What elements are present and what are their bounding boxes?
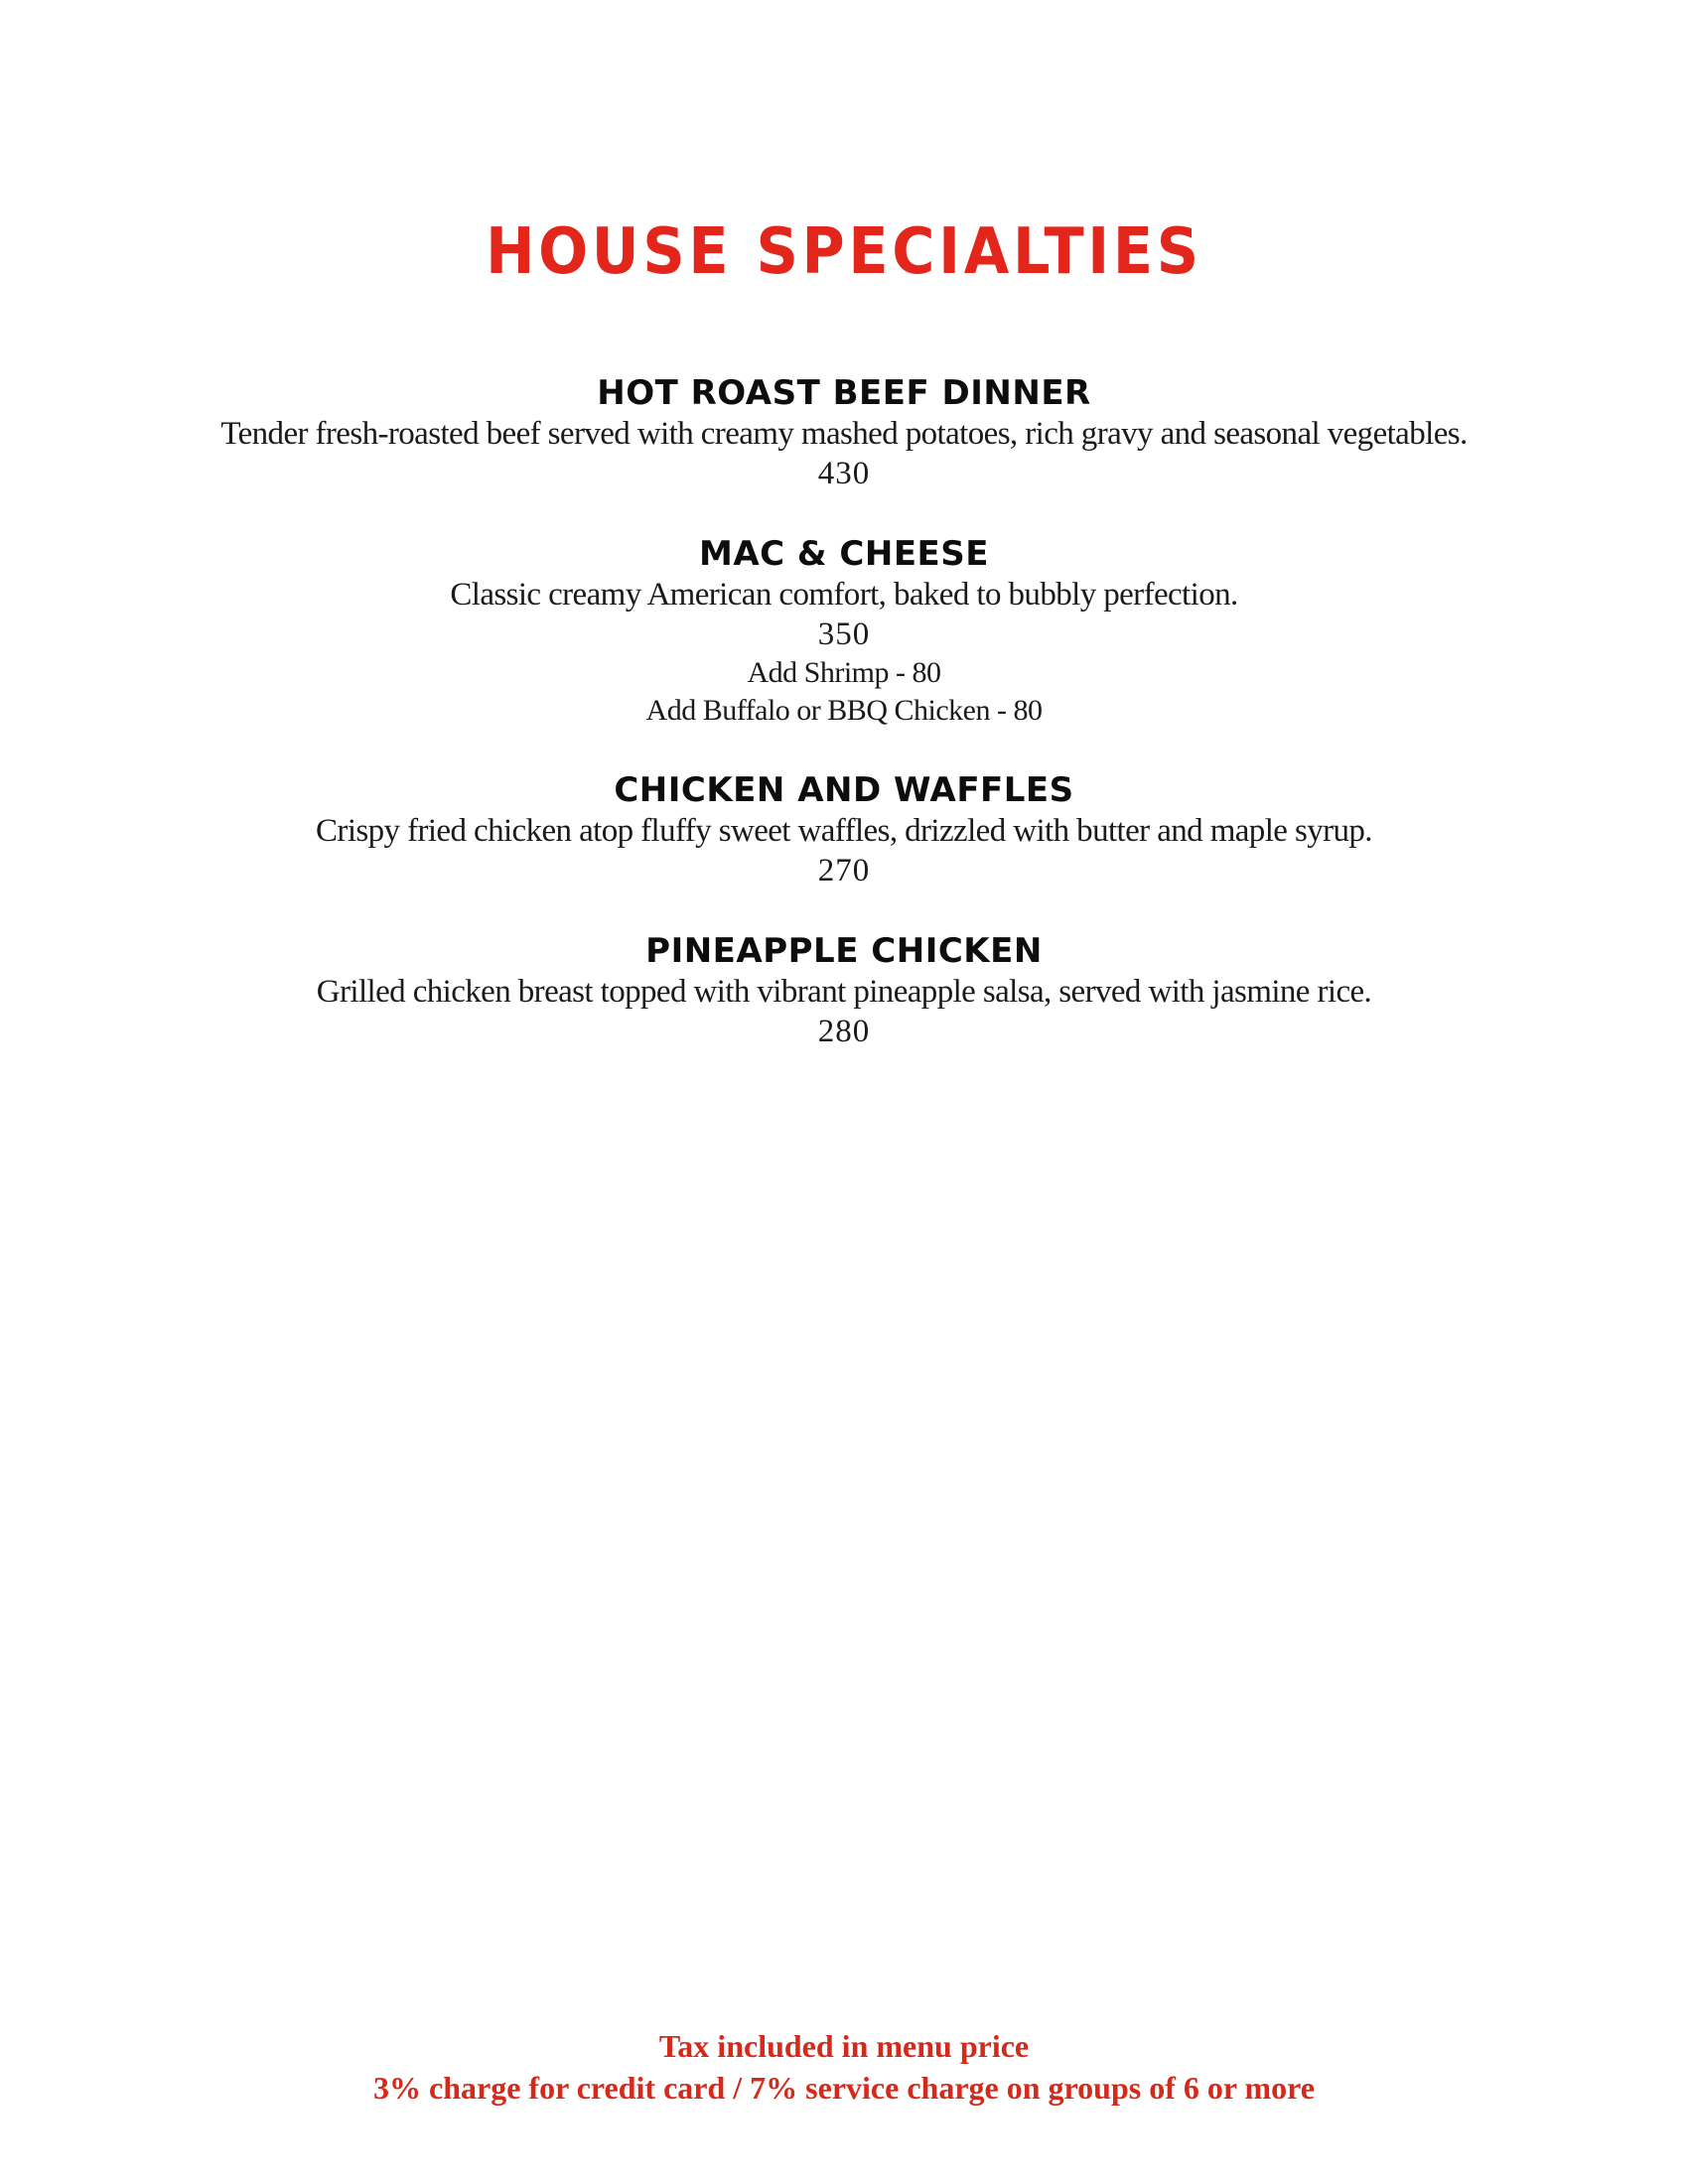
item-name: HOT ROAST BEEF DINNER (597, 373, 1091, 413)
tax-note: Tax included in menu price (658, 2028, 1030, 2064)
menu-title: HOUSE SPECIALTIES (486, 215, 1202, 289)
menu-footer (0, 2025, 1688, 2109)
menu-item-chicken-waffles (0, 769, 1688, 890)
item-name: MAC & CHEESE (699, 534, 989, 574)
menu-item-pineapple-chicken (0, 930, 1688, 1051)
item-price: 270 (817, 853, 871, 888)
service-charge-note: 3% charge for credit card / 7% service charge on groups of 6 or more (373, 2070, 1315, 2106)
menu-items (0, 372, 1688, 1091)
item-name: PINEAPPLE CHICKEN (645, 931, 1043, 971)
item-addon: Add Shrimp - 80 (747, 656, 941, 689)
item-addon: Add Buffalo or BBQ Chicken - 80 (645, 694, 1043, 727)
item-price: 350 (817, 616, 871, 652)
item-price: 280 (817, 1014, 871, 1049)
item-description: Crispy fried chicken atop fluffy sweet waffles, drizzled with butter and maple syrup. (316, 813, 1372, 849)
menu-item-mac-cheese (0, 533, 1688, 730)
item-description: Tender fresh-roasted beef served with creamy mashed potatoes, rich gravy and seasonal vegetables. (220, 416, 1468, 452)
item-description: Grilled chicken breast topped with vibrant pineapple salsa, served with jasmine rice. (316, 974, 1372, 1010)
item-description: Classic creamy American comfort, baked to bubbly perfection. (450, 577, 1238, 613)
item-price: 430 (817, 456, 871, 491)
menu-item-hot-roast-beef (0, 372, 1688, 493)
item-name: CHICKEN AND WAFFLES (614, 770, 1074, 810)
